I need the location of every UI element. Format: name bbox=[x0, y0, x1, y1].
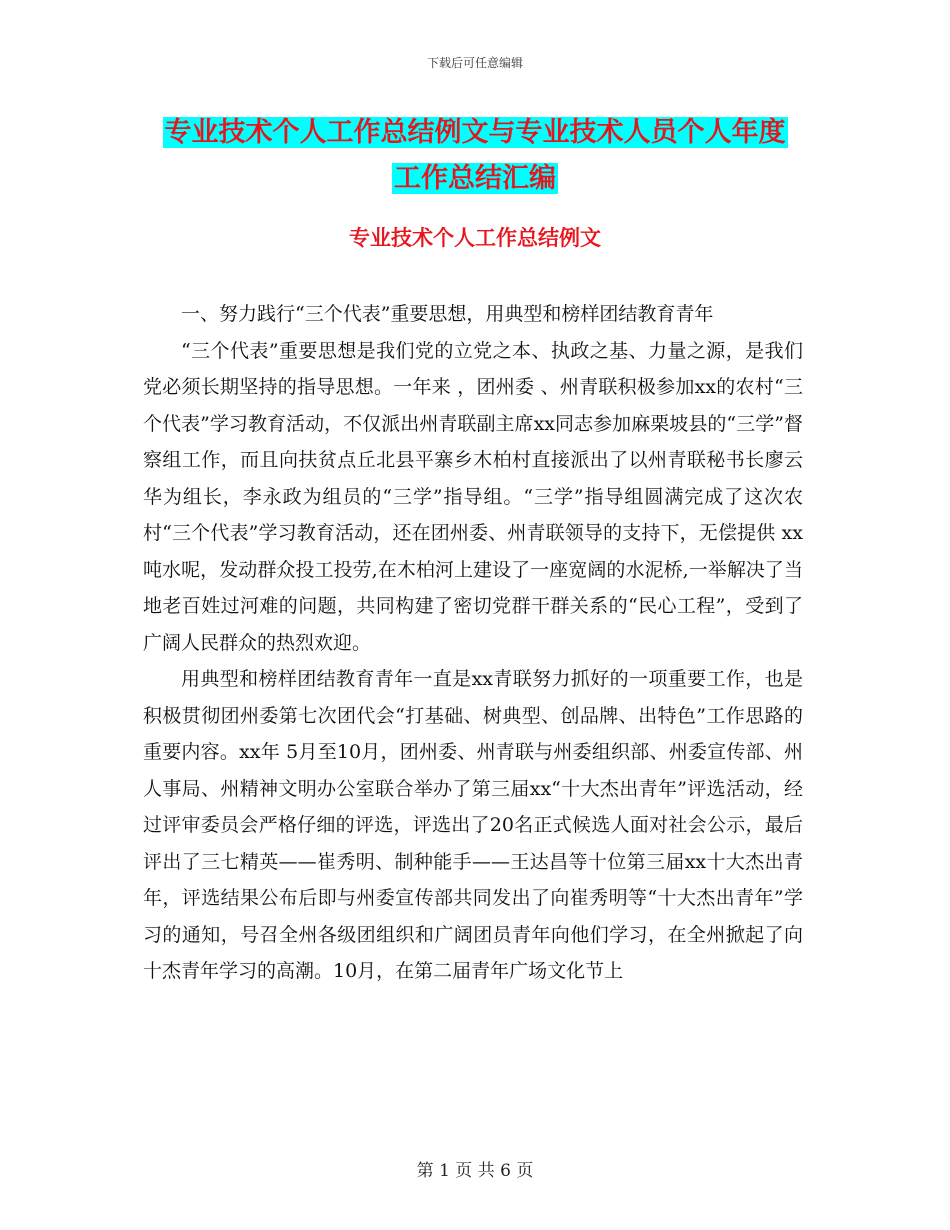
page-header-note: 下载后可任意编辑 bbox=[426, 56, 523, 70]
document-title-line-2: 工作总结汇编 bbox=[394, 163, 556, 194]
body-paragraph: 一、努力践行“三个代表”重要思想，用典型和榜样团结教育青年 bbox=[181, 303, 714, 325]
page-number-footer: 第 1 页 共 6 页 bbox=[416, 1161, 534, 1181]
document-title-line-1: 专业技术个人工作总结例文与专业技术人员个人年度 bbox=[164, 117, 786, 148]
document-body bbox=[143, 296, 803, 990]
section-title: 专业技术个人工作总结例文 bbox=[349, 225, 601, 250]
body-paragraph: 用典型和榜样团结教育青年一直是xx青联努力抓好的一项重要工作，也是积极贯彻团州委第七次团代会“打基础、树典型、创品牌、出特色”工作思路的重要内容。xx年 5月至10月，团州委、州青联与州委组织部、州委宣传部、州人事局、州精神文明办公室联合举办了第三届xx“十大杰出青年”评选活动，经过评审委员会严格仔细的评选，评选出了20名正式候选人面对社会公示，最后评出了三七精英——崔秀明、制种能手——王达昌等十位第三届xx十大杰出青年，评选结果公布后即与州委宣传部共同发出了向崔秀明等“十大杰出青年”学习的通知，号召全州各级团组织和广阔团员青年向他们学习，在全州掀起了向十杰青年学习的高潮。10月，在第二届青年广场文化节上 bbox=[143, 668, 803, 982]
body-paragraph: “三个代表”重要思想是我们党的立党之本、执政之基、力量之源，是我们党必须长期坚持的指导思想。一年来 ，团州委 、州青联积极参加xx的农村“三个代表”学习教育活动，不仅派出州青联副主席xx同志参加麻栗坡县的“三学”督察组工作，而且向扶贫点丘北县平寨乡木柏村直接派出了以州青联秘书长廖云华为组长，李永政为组员的“三学”指导组。“三学”指导组圆满完成了这次农村“三个代表”学习教育活动，还在团州委、州青联领导的支持下，无偿提供 xx吨水呢，发动群众投工投劳,在木柏河上建设了一座宽阔的水泥桥,一举解决了当地老百姓过河难的问题，共同构建了密切党群干群关系的“民心工程”，受到了广阔人民群众的热烈欢迎。 bbox=[143, 339, 803, 654]
document-title bbox=[120, 110, 830, 202]
